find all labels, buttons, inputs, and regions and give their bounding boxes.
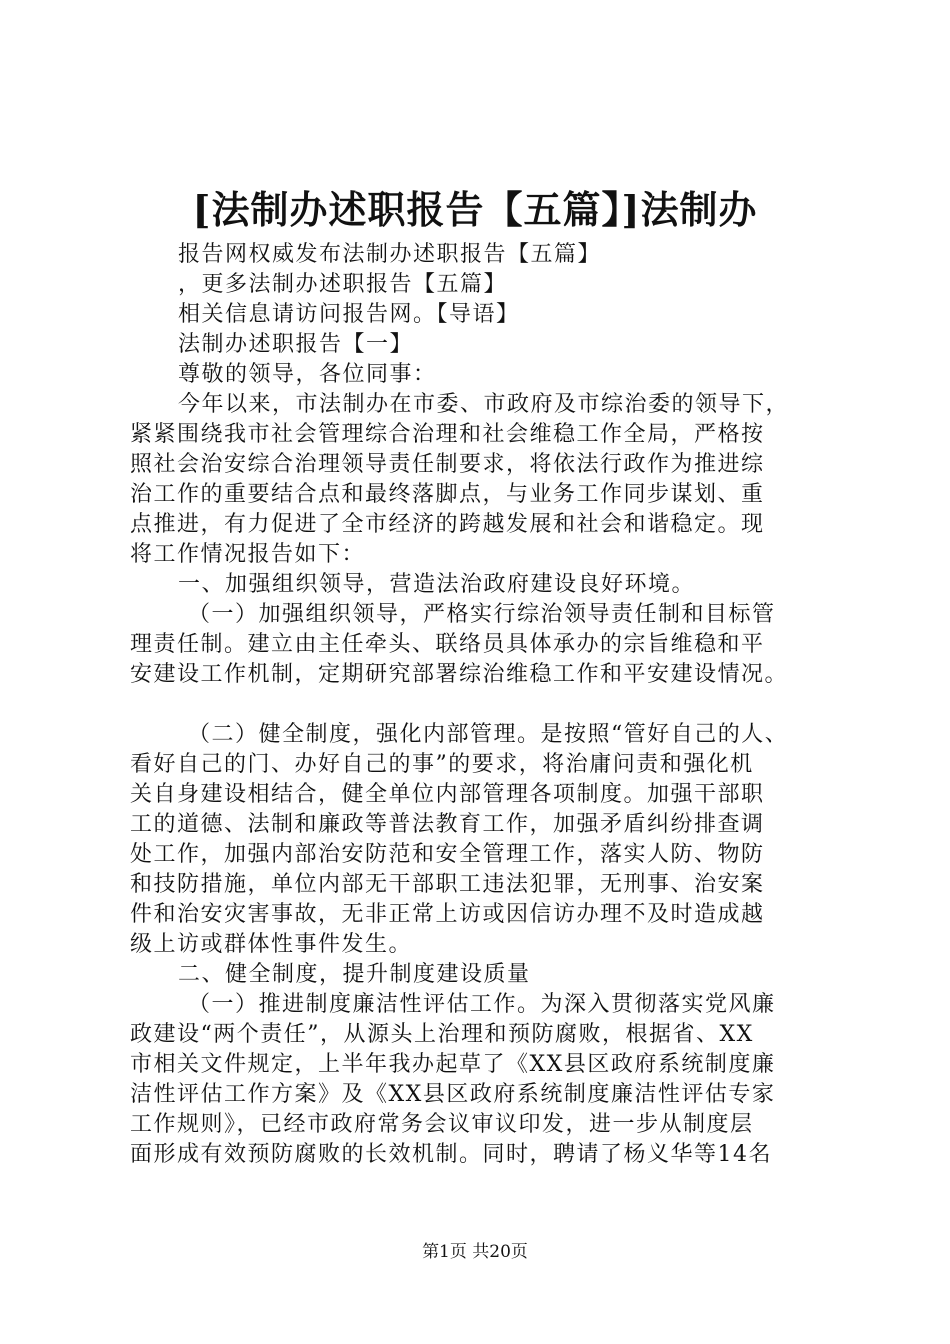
text-line: 法制办述职报告【一】 xyxy=(178,332,414,357)
text-line: 工的道德、法制和廉政等普法教育工作，加强矛盾纠纷排查调 xyxy=(130,812,765,837)
section-heading: 二、健全制度，提升制度建设质量 xyxy=(178,962,531,987)
text-line: 尊敬的领导，各位同事： xyxy=(178,362,437,387)
text-line: （一）加强组织领导，严格实行综治领导责任制和目标管 xyxy=(188,602,776,627)
text-line: （二）健全制度，强化内部管理。是按照“管好自己的人、 xyxy=(188,722,789,747)
text-line: 级上访或群体性事件发生。 xyxy=(130,932,413,957)
section-heading: 一、加强组织领导，营造法治政府建设良好环境。 xyxy=(178,572,696,597)
text-line: （一）推进制度廉洁性评估工作。为深入贯彻落实党风廉 xyxy=(188,992,776,1017)
text-line: 将工作情况报告如下： xyxy=(130,542,366,567)
text-line: 和技防措施，单位内部无干部职工违法犯罪，无刑事、治安案 xyxy=(130,872,765,897)
text-line: 理责任制。建立由主任牵头、联络员具体承办的宗旨维稳和平 xyxy=(130,632,765,657)
text-line: 今年以来，市法制办在市委、市政府及市综治委的领导下， xyxy=(178,392,790,417)
text-line: 处工作，加强内部治安防范和安全管理工作，落实人防、物防 xyxy=(130,842,765,867)
text-line: 件和治安灾害事故，无非正常上访或因信访办理不及时造成越 xyxy=(130,902,765,927)
text-line: 关自身建设相结合，健全单位内部管理各项制度。加强干部职 xyxy=(130,782,765,807)
text-line: 报告网权威发布法制办述职报告【五篇】 xyxy=(178,242,602,267)
document-title: [法制办述职报告【五篇】]法制办 xyxy=(192,187,758,232)
text-line: 照社会治安综合治理领导责任制要求，将依法行政作为推进综 xyxy=(130,452,765,477)
text-line: 市相关文件规定，上半年我办起草了《XX县区政府系统制度廉 xyxy=(130,1052,776,1077)
page-number-footer: 第1页 共20页 xyxy=(422,1242,528,1262)
text-line: 政建设“两个责任”，从源头上治理和预防腐败，根据省、XX xyxy=(130,1022,754,1047)
blank-line xyxy=(130,690,835,720)
text-line: 相关信息请访问报告网。【导语】 xyxy=(178,302,520,327)
document-body xyxy=(130,240,835,1170)
text-line: ，更多法制办述职报告【五篇】 xyxy=(178,272,508,297)
text-line: 点推进，有力促进了全市经济的跨越发展和社会和谐稳定。现 xyxy=(130,512,765,537)
text-line: 面形成有效预防腐败的长效机制。同时，聘请了杨义华等14名 xyxy=(130,1142,772,1167)
text-line: 洁性评估工作方案》及《XX县区政府系统制度廉洁性评估专家 xyxy=(130,1082,776,1107)
text-line: 紧紧围绕我市社会管理综合治理和社会维稳工作全局，严格按 xyxy=(130,422,765,447)
text-line: 看好自己的门、办好自己的事”的要求，将治庸问责和强化机 xyxy=(130,752,754,777)
text-line: 治工作的重要结合点和最终落脚点，与业务工作同步谋划、重 xyxy=(130,482,765,507)
text-line: 工作规则》，已经市政府常务会议审议印发，进一步从制度层 xyxy=(130,1112,754,1137)
text-line: 安建设工作机制，定期研究部署综治维稳工作和平安建设情况。 xyxy=(130,662,789,687)
